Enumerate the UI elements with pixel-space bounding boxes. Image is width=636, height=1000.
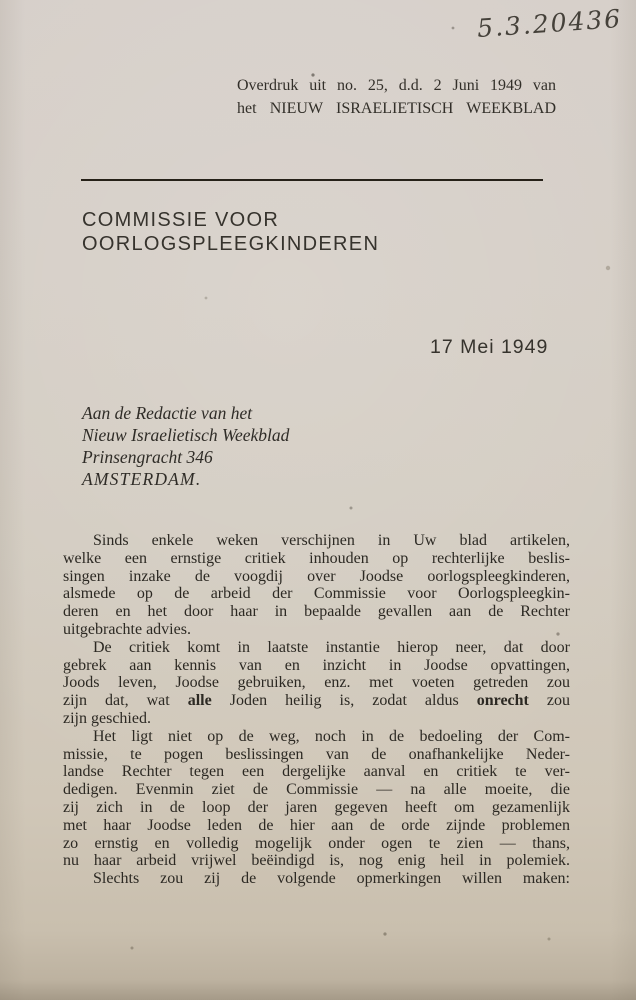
text-line: Joods leven, Joodse gebruiken, enz. met voeten getreden zou: [63, 674, 570, 692]
text-line: met haar Joodse leden de hier aan de orde zijnde problemen: [63, 816, 570, 834]
horizontal-rule: [81, 179, 543, 181]
text-line: uitgebrachte advies.: [63, 620, 191, 638]
text-line: Het ligt niet op de weg, noch in de bedoeling der Com-: [93, 727, 570, 745]
paragraph: [63, 532, 570, 639]
text-line: De critiek komt in laatste instantie hierop neer, dat door: [93, 638, 570, 656]
text-line: Slechts zou zij de volgende opmerkingen willen maken:: [93, 870, 570, 888]
text-line: nu haar arbeid vrijwel beëindigd is, nog enig heil in polemiek.: [63, 852, 570, 870]
text-line: alsmede op de arbeid der Commissie voor Oorlogspleegkin-: [63, 585, 570, 603]
recipient-address: [82, 402, 289, 490]
text-line: deren en het door haar in bepaalde gevallen aan de Rechter: [63, 603, 570, 621]
handwritten-archive-number: 5.3.20436: [476, 3, 624, 44]
text-line: singen inzake de voogdij over Joodse oorlogspleegkinderen,: [63, 567, 570, 585]
letter-date: 17 Mei 1949: [430, 336, 549, 358]
sender-organization: [82, 208, 379, 256]
text-line: gebrek aan kennis van en inzicht in Joodse opvattingen,: [63, 656, 570, 674]
recipient-line3: Prinsengracht 346: [82, 447, 213, 467]
letter-body: [63, 532, 570, 888]
paragraph: [63, 728, 570, 870]
recipient-line2: Nieuw Israelietisch Weekblad: [82, 425, 290, 445]
recipient-line4: AMSTERDAM.: [82, 469, 202, 489]
reprint-note-line2: het NIEUW ISRAELIETISCH WEEKBLAD: [237, 100, 556, 117]
text-line: zij zich in de loop der jaren gegeven heeft om gezamenlijk: [63, 798, 570, 816]
org-name-line1: COMMISSIE VOOR: [82, 209, 280, 231]
text-line: missie, te pogen beslissingen van de onafhankelijke Neder-: [63, 745, 570, 763]
text-line: zo ernstig en volledig mogelijk onder ogen te zien — thans,: [63, 834, 570, 852]
text-line: zijn geschied.: [63, 709, 151, 727]
paragraph: [63, 639, 570, 728]
reprint-note: [237, 74, 556, 120]
text-line: zijn dat, wat alle Joden heilig is, zodat aldus onrecht zou: [63, 692, 571, 710]
reprint-note-line1: Overdruk uit no. 25, d.d. 2 Juni 1949 van: [237, 77, 556, 94]
recipient-line1: Aan de Redactie van het: [82, 403, 253, 423]
text-line: Sinds enkele weken verschijnen in Uw blad artikelen,: [93, 532, 570, 549]
text-line: landse Rechter tegen een dergelijke aanval en critiek te ver-: [63, 763, 570, 781]
text-line: welke een ernstige critiek inhouden op rechterlijke beslis-: [63, 549, 570, 567]
org-name-line2: OORLOGSPLEEGKINDEREN: [82, 233, 380, 255]
paper-specks: [0, 0, 2, 2]
paragraph: [63, 870, 570, 888]
text-line: dedigen. Evenmin ziet de Commissie — na alle moeite, die: [63, 781, 570, 799]
